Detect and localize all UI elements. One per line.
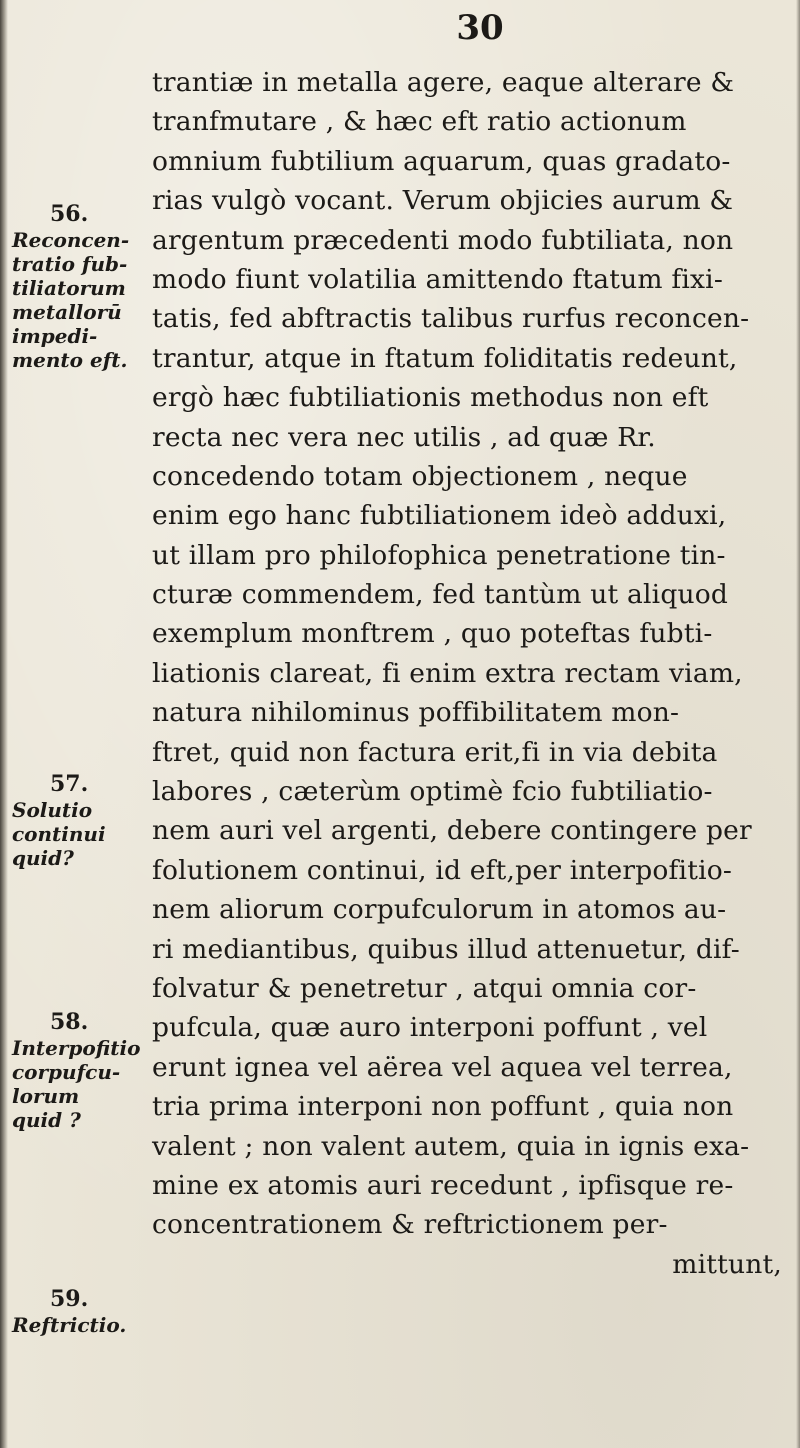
- marginal-note-label: impedi-: [12, 324, 98, 348]
- text-line: trantiæ in metalla agere, eaque alterare &: [152, 67, 735, 98]
- marginal-note-59: [12, 1285, 152, 1337]
- marginal-note-label: Solutio: [12, 798, 93, 822]
- text-line: omnium fubtilium aquarum, quas gradato-: [152, 145, 731, 177]
- text-line: ergò hæc fubtiliationis methodus non eft: [152, 382, 709, 414]
- text-line: nem auri vel argenti, debere contingere per: [152, 815, 752, 847]
- marginal-note-label: Reftrictio.: [12, 1313, 127, 1337]
- text-line: rias vulgò vocant. Verum objicies aurum &: [152, 185, 734, 217]
- text-line: exemplum monftrem , quo poteftas fubti-: [152, 618, 713, 650]
- text-line: tatis, fed abftractis talibus rurfus reconcen-: [152, 303, 750, 335]
- marginal-note-number: 59.: [50, 1286, 89, 1312]
- text-line: ut illam pro philofophica penetratione tin-: [152, 539, 726, 571]
- page-number: 30: [456, 8, 504, 48]
- marginal-note-57: [12, 770, 152, 870]
- text-line: nem aliorum corpufculorum in atomos au-: [152, 894, 727, 926]
- marginal-note-56: [12, 200, 152, 372]
- marginal-note-label: tratio fub-: [12, 252, 128, 276]
- marginal-note-label: metallorū: [12, 300, 122, 324]
- marginal-note-label: corpufcu-: [12, 1060, 121, 1084]
- marginal-note-label: quid?: [12, 846, 74, 870]
- text-line-catchword: mittunt,: [672, 1248, 782, 1280]
- text-line: concentrationem & reftrictionem per-: [152, 1209, 668, 1241]
- text-line: concedendo totam objectionem , neque: [152, 460, 688, 492]
- marginal-note-label: lorum: [12, 1084, 80, 1108]
- text-line: folutionem continui, id eft,per interpofitio-: [152, 854, 733, 886]
- text-line: natura nihilominus poffibilitatem mon-: [152, 697, 680, 729]
- marginal-note-number: 57.: [50, 771, 89, 797]
- text-line: modo fiunt volatilia amittendo ftatum fixi-: [152, 263, 723, 295]
- page-outer-edge: [796, 0, 800, 1448]
- text-line: pufcula, quæ auro interponi poffunt , vel: [152, 1012, 708, 1044]
- marginal-note-label: quid ?: [12, 1108, 81, 1132]
- text-line: labores , cæterùm optimè fcio fubtiliatio-: [152, 776, 713, 808]
- text-line: tria prima interponi non poffunt , quia non: [152, 1091, 734, 1123]
- marginal-note-label: Interpofitio: [12, 1036, 141, 1060]
- text-line: argentum præcedenti modo fubtiliata, non: [152, 224, 734, 256]
- marginal-note-label: Reconcen-: [12, 228, 130, 252]
- text-line: ftret, quid non factura erit,fi in via debita: [152, 736, 718, 768]
- page-binding-edge: [0, 0, 8, 1448]
- text-line: trantur, atque in ftatum foliditatis redeunt,: [152, 342, 738, 374]
- text-line: liationis clareat, fi enim extra rectam viam,: [152, 657, 743, 689]
- text-line: valent ; non valent autem, quia in ignis exa-: [152, 1130, 750, 1162]
- marginal-note-label: mento eft.: [12, 348, 128, 372]
- text-line: enim ego hanc fubtiliationem ideò adduxi,: [152, 500, 727, 532]
- marginal-note-number: 56.: [50, 201, 89, 227]
- text-line: recta nec vera nec utilis , ad quæ Rr.: [152, 421, 656, 453]
- main-text-column: [152, 63, 792, 1284]
- text-line: ri mediantibus, quibus illud attenuetur, dif-: [152, 933, 740, 965]
- text-line: cturæ commendem, fed tantùm ut aliquod: [152, 579, 729, 611]
- marginal-note-label: tiliatorum: [12, 276, 126, 300]
- text-line: folvatur & penetretur , atqui omnia cor-: [152, 972, 697, 1004]
- marginal-note-number: 58.: [50, 1009, 89, 1035]
- marginal-note-label: continui: [12, 822, 106, 846]
- text-line: tranfmutare , & hæc eft ratio actionum: [152, 106, 687, 138]
- text-line: mine ex atomis auri recedunt , ipfisque re-: [152, 1169, 734, 1201]
- text-line: erunt ignea vel aërea vel aquea vel terrea,: [152, 1051, 733, 1083]
- marginal-note-58: [12, 1008, 152, 1132]
